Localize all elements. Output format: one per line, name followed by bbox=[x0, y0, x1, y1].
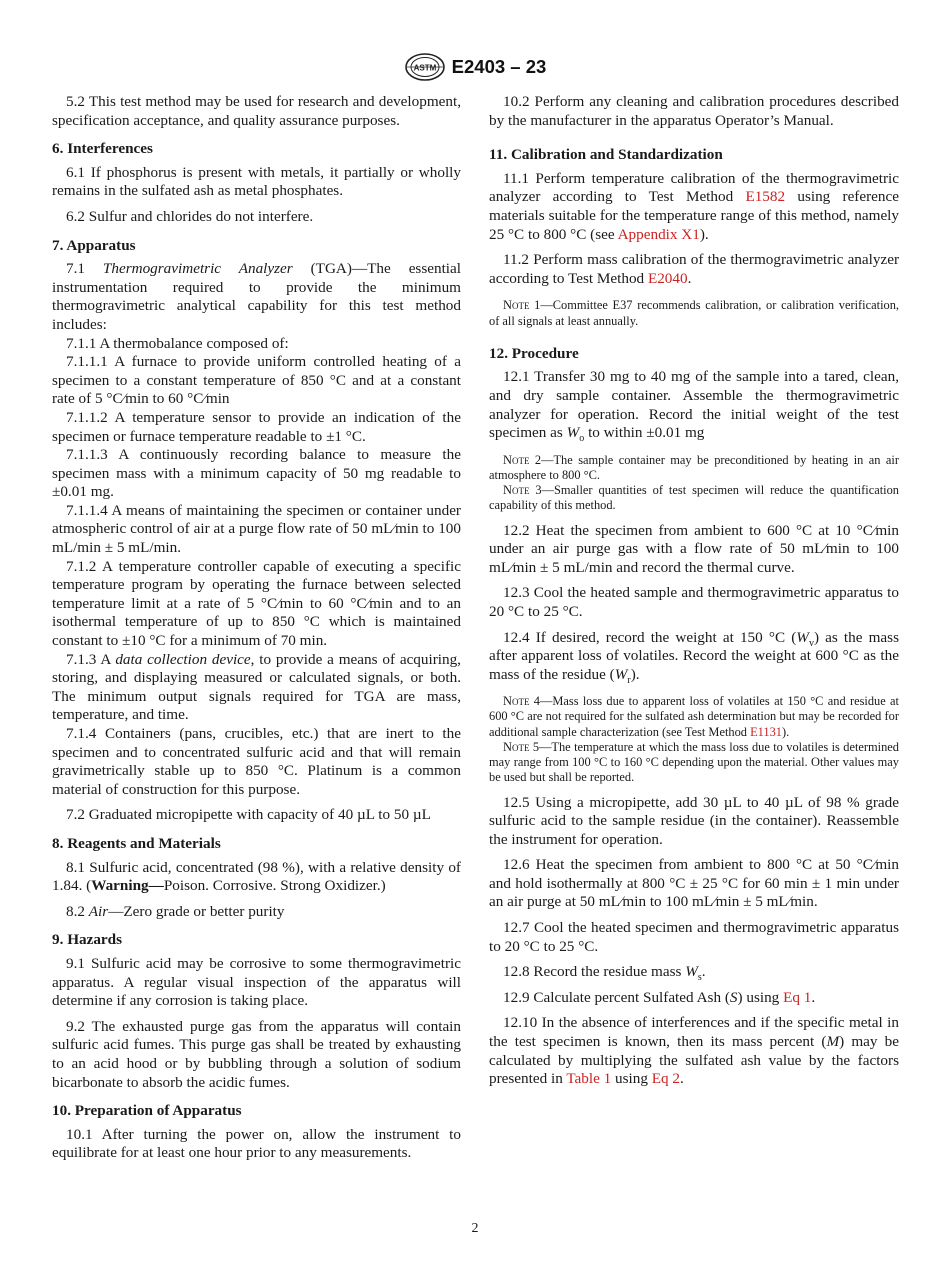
subscript: s bbox=[697, 972, 702, 984]
term-italic: Thermogravimetric Analyzer bbox=[102, 260, 293, 278]
note-text: 3—Smaller quantities of test specimen will reduce the quantification capability of this method. bbox=[489, 483, 899, 513]
section-heading-6: 6. Interferences bbox=[52, 140, 153, 158]
paragraph-7-1-1-1: 7.1.1.1 A furnace to provide uniform controlled heating of a specimen to a constant temperature of 850 °C and at a constant rate of 5 °C⁄min to 60 °C⁄min bbox=[52, 353, 461, 408]
paragraph-9-1: 9.1 Sulfuric acid may be corrosive to some thermogravimetric apparatus. A regular visual inspection of the apparatus will determine if any corrosion is taking place. bbox=[52, 954, 461, 1010]
variable-w: W bbox=[685, 963, 698, 981]
paragraph-11-2 bbox=[489, 251, 899, 288]
variable-w: W bbox=[796, 628, 809, 646]
paragraph-7-1-2: 7.1.2 A temperature controller capable of executing a specific temperature program by operating the furnace between selected temperature limit at a rate of 5 °C⁄min to 60 °C⁄min and to an isothermal temperature of up to 850 °C which is maintained constant to ±10 °C for a minimum of 70 min. bbox=[52, 557, 461, 650]
note-label: Note bbox=[503, 452, 530, 467]
section-heading-10: 10. Preparation of Apparatus bbox=[52, 1102, 242, 1120]
astm-logo-icon bbox=[404, 52, 446, 82]
paragraph-number: 7.1 bbox=[66, 260, 103, 278]
note-label: Note bbox=[503, 298, 530, 313]
paragraph-text: , to provide a means of acquiring, storing, and displaying measured or calculated signals, or both. The minimum output signals required for TGA are mass, temperature, and time. bbox=[52, 650, 461, 724]
note-text: 5—The temperature at which the mass loss due to volatiles is determined may range from 100 °C to 160 °C depending upon the material. Other values may be used but shall be reported. bbox=[489, 739, 899, 785]
section-heading-12: 12. Procedure bbox=[489, 344, 579, 362]
link-table-1[interactable]: Table 1 bbox=[566, 1070, 612, 1088]
note-1 bbox=[489, 298, 899, 328]
note-4 bbox=[489, 694, 899, 740]
paragraph-text: ) as the mass after apparent loss of volatiles. Record the weight at 600 °C as the mass of the residue ( bbox=[489, 628, 899, 683]
paragraph-text: 12.8 Record the residue mass bbox=[503, 963, 686, 981]
subscript: v bbox=[808, 637, 814, 649]
paragraph-12-2: 12.2 Heat the specimen from ambient to 600 °C at 10 °C⁄min under an air purge gas with a flow rate of 50 mL⁄min to 100 mL⁄min ± 5 mL/min and record the thermal curve. bbox=[489, 521, 899, 576]
section-heading-9: 9. Hazards bbox=[52, 931, 123, 949]
link-eq-1[interactable]: Eq 1 bbox=[783, 988, 812, 1006]
section-heading-8: 8. Reagents and Materials bbox=[52, 834, 221, 852]
paragraph-8-1 bbox=[52, 859, 461, 896]
paragraph-5-2: 5.2 This test method may be used for research and development, specification acceptance, and quality assurance purposes. bbox=[52, 93, 461, 129]
paragraph-text: 12.1 Transfer 30 mg to 40 mg of the sample into a tared, clean, and dry sample container. Assemble the thermogravimetric analyzer for operation. Record the initial weight of the test specimen as bbox=[489, 368, 899, 442]
paragraph-text: ). bbox=[630, 665, 640, 683]
paragraph-6-1: 6.1 If phosphorus is present with metals, it partially or wholly remains in the sulfated ash as metal phosphates. bbox=[52, 163, 461, 200]
subscript: r bbox=[627, 674, 631, 686]
link-e1582[interactable]: E1582 bbox=[745, 188, 786, 206]
paragraph-text: . bbox=[680, 1070, 684, 1088]
paragraph-text: 12.9 Calculate percent Sulfated Ash ( bbox=[503, 988, 730, 1006]
paragraph-text: to within ±0.01 mg bbox=[584, 424, 705, 442]
note-label: Note bbox=[503, 739, 530, 754]
paragraph-text: 12.10 In the absence of interferences and if the specific metal in the test specimen is known, then its mass percent ( bbox=[489, 1014, 899, 1051]
note-text: 1—Committee E37 recommends calibration, or calibration verification, of all signals at least annually. bbox=[489, 298, 899, 328]
paragraph-text: 12.4 If desired, record the weight at 150 °C ( bbox=[503, 628, 797, 646]
note-label: Note bbox=[503, 483, 530, 498]
paragraph-text: . bbox=[701, 963, 706, 981]
left-column bbox=[52, 93, 461, 1163]
note-text: ). bbox=[781, 724, 790, 739]
page-header bbox=[0, 52, 950, 82]
term-italic: data collection device bbox=[115, 650, 251, 668]
note-3 bbox=[489, 483, 899, 513]
paragraph-12-8 bbox=[489, 963, 899, 982]
paragraph-text: (TGA)—The essential instrumentation required to provide the minimum thermogravimetric analytical capability for this test method includes: bbox=[52, 260, 461, 333]
note-label: Note bbox=[503, 694, 530, 709]
paragraph-text: ) may be calculated by multiplying the sulfated ash value by the factors presented in bbox=[489, 1033, 899, 1088]
variable-w: W bbox=[566, 424, 580, 442]
paragraph-10-2: 10.2 Perform any cleaning and calibration procedures described by the manufacturer in the apparatus Operator’s Manual. bbox=[489, 93, 899, 129]
paragraph-7-1-1: 7.1.1 A thermobalance composed of: bbox=[66, 334, 289, 352]
paragraph-number: 7.1.3 A bbox=[66, 650, 116, 668]
note-text: 4—Mass loss due to apparent loss of volatiles at 150 °C and residue at 600 °C are not required for the sulfated ash determination but may be recorded for additional sample characterization (see Test Method bbox=[489, 694, 899, 739]
paragraph-text: ). bbox=[699, 225, 709, 243]
link-e2040[interactable]: E2040 bbox=[647, 269, 688, 287]
section-heading-11: 11. Calibration and Standardization bbox=[489, 146, 723, 164]
variable-w: W bbox=[614, 665, 628, 683]
paragraph-11-1 bbox=[489, 170, 899, 244]
paragraph-7-2: 7.2 Graduated micropipette with capacity of 40 µL to 50 µL bbox=[66, 806, 431, 824]
paragraph-12-5: 12.5 Using a micropipette, add 30 µL to 40 µL of 98 % grade sulfuric acid to the sample residue (in the container). Reassemble the instrument for operation. bbox=[489, 793, 899, 848]
paragraph-7-1-1-2: 7.1.1.2 A temperature sensor to provide an indication of the specimen or furnace temperature readable to ±1 °C. bbox=[52, 408, 461, 445]
paragraph-7-1-1-3: 7.1.1.3 A continuously recording balance to measure the specimen mass with a minimum capacity of 50 mg readable to ±0.01 mg. bbox=[52, 446, 461, 501]
paragraph-text: . bbox=[811, 988, 816, 1006]
paragraph-12-6: 12.6 Heat the specimen from ambient to 800 °C at 50 °C⁄min and hold isothermally at 800 °C ± 25 °C for 60 min ± 1 min under an air purge at 50 mL⁄min to 100 mL⁄min ± 5 mL⁄min. bbox=[489, 856, 899, 911]
paragraph-text: using bbox=[611, 1070, 652, 1088]
paragraph-text: 11.1 Perform temperature calibration of the thermogravimetric analyzer according to Test Method bbox=[489, 169, 899, 206]
paragraph-12-3: 12.3 Cool the heated sample and thermogravimetric apparatus to 20 °C to 25 °C. bbox=[489, 584, 899, 620]
section-heading-7: 7. Apparatus bbox=[52, 236, 136, 254]
paragraph-9-2: 9.2 The exhausted purge gas from the apparatus will contain sulfuric acid fumes. This purge gas shall be treated by exhausting to an acid hood or by bubbling through a solution of sodium bicarbonate to absorb the acidic fumes. bbox=[52, 1017, 461, 1091]
paragraph-text: 11.2 Perform mass calibration of the thermogravimetric analyzer according to Test Method bbox=[489, 251, 899, 287]
paragraph-6-2: 6.2 Sulfur and chlorides do not interfere. bbox=[66, 207, 314, 225]
variable-m: M bbox=[826, 1033, 840, 1051]
paragraph-7-1 bbox=[52, 260, 461, 334]
paragraph-text: using reference materials suitable for the temperature range of this method, namely 25 °C to 800 °C (see bbox=[489, 188, 899, 243]
warning-label: Warning— bbox=[91, 877, 164, 895]
paragraph-8-2 bbox=[52, 903, 461, 922]
link-appendix-x1[interactable]: Appendix X1 bbox=[617, 225, 700, 243]
paragraph-12-4 bbox=[489, 629, 899, 685]
subscript: o bbox=[579, 433, 585, 445]
note-2 bbox=[489, 453, 899, 483]
paragraph-12-10 bbox=[489, 1014, 899, 1088]
paragraph-7-1-4: 7.1.4 Containers (pans, crucibles, etc.) that are inert to the specimen and to concentrated sulfuric acid and that will remain gravimetrically stable up to 850 °C. Platinum is a common material of construction for this purpose. bbox=[52, 725, 461, 798]
paragraph-7-1-1-4: 7.1.1.4 A means of maintaining the specimen or container under atmospheric control of air at a purge flow rate of 50 mL⁄min to 100 mL/min ± 5 mL/min. bbox=[52, 501, 461, 557]
paragraph-text: —Zero grade or better purity bbox=[108, 902, 285, 920]
paragraph-12-7: 12.7 Cool the heated specimen and thermogravimetric apparatus to 20 °C to 25 °C. bbox=[489, 919, 899, 955]
term-italic: Air bbox=[88, 902, 109, 920]
link-e1131[interactable]: E1131 bbox=[750, 724, 782, 739]
right-column bbox=[489, 93, 899, 1089]
note-text: 2—The sample container may be preconditioned by heating in an air atmosphere to 800 °C. bbox=[489, 452, 899, 482]
paragraph-text: . bbox=[687, 269, 692, 287]
svg-text:ASTM: ASTM bbox=[413, 63, 437, 73]
paragraph-12-9 bbox=[489, 989, 899, 1008]
standard-designation: E2403 – 23 bbox=[451, 56, 547, 77]
paragraph-number: 8.2 bbox=[66, 902, 89, 920]
variable-s: S bbox=[729, 988, 738, 1006]
page-number: 2 bbox=[471, 1221, 479, 1236]
link-eq-2[interactable]: Eq 2 bbox=[651, 1070, 681, 1088]
paragraph-10-1: 10.1 After turning the power on, allow the instrument to equilibrate for at least one hour prior to any measurements. bbox=[52, 1125, 461, 1162]
paragraph-7-1-3 bbox=[52, 651, 461, 725]
paragraph-text: ) using bbox=[737, 988, 784, 1006]
paragraph-text: 8.1 Sulfuric acid, concentrated (98 %), with a relative density of 1.84. ( bbox=[52, 858, 461, 895]
paragraph-text: Poison. Corrosive. Strong Oxidizer.) bbox=[163, 877, 386, 895]
note-5 bbox=[489, 740, 899, 786]
paragraph-12-1 bbox=[489, 368, 899, 445]
